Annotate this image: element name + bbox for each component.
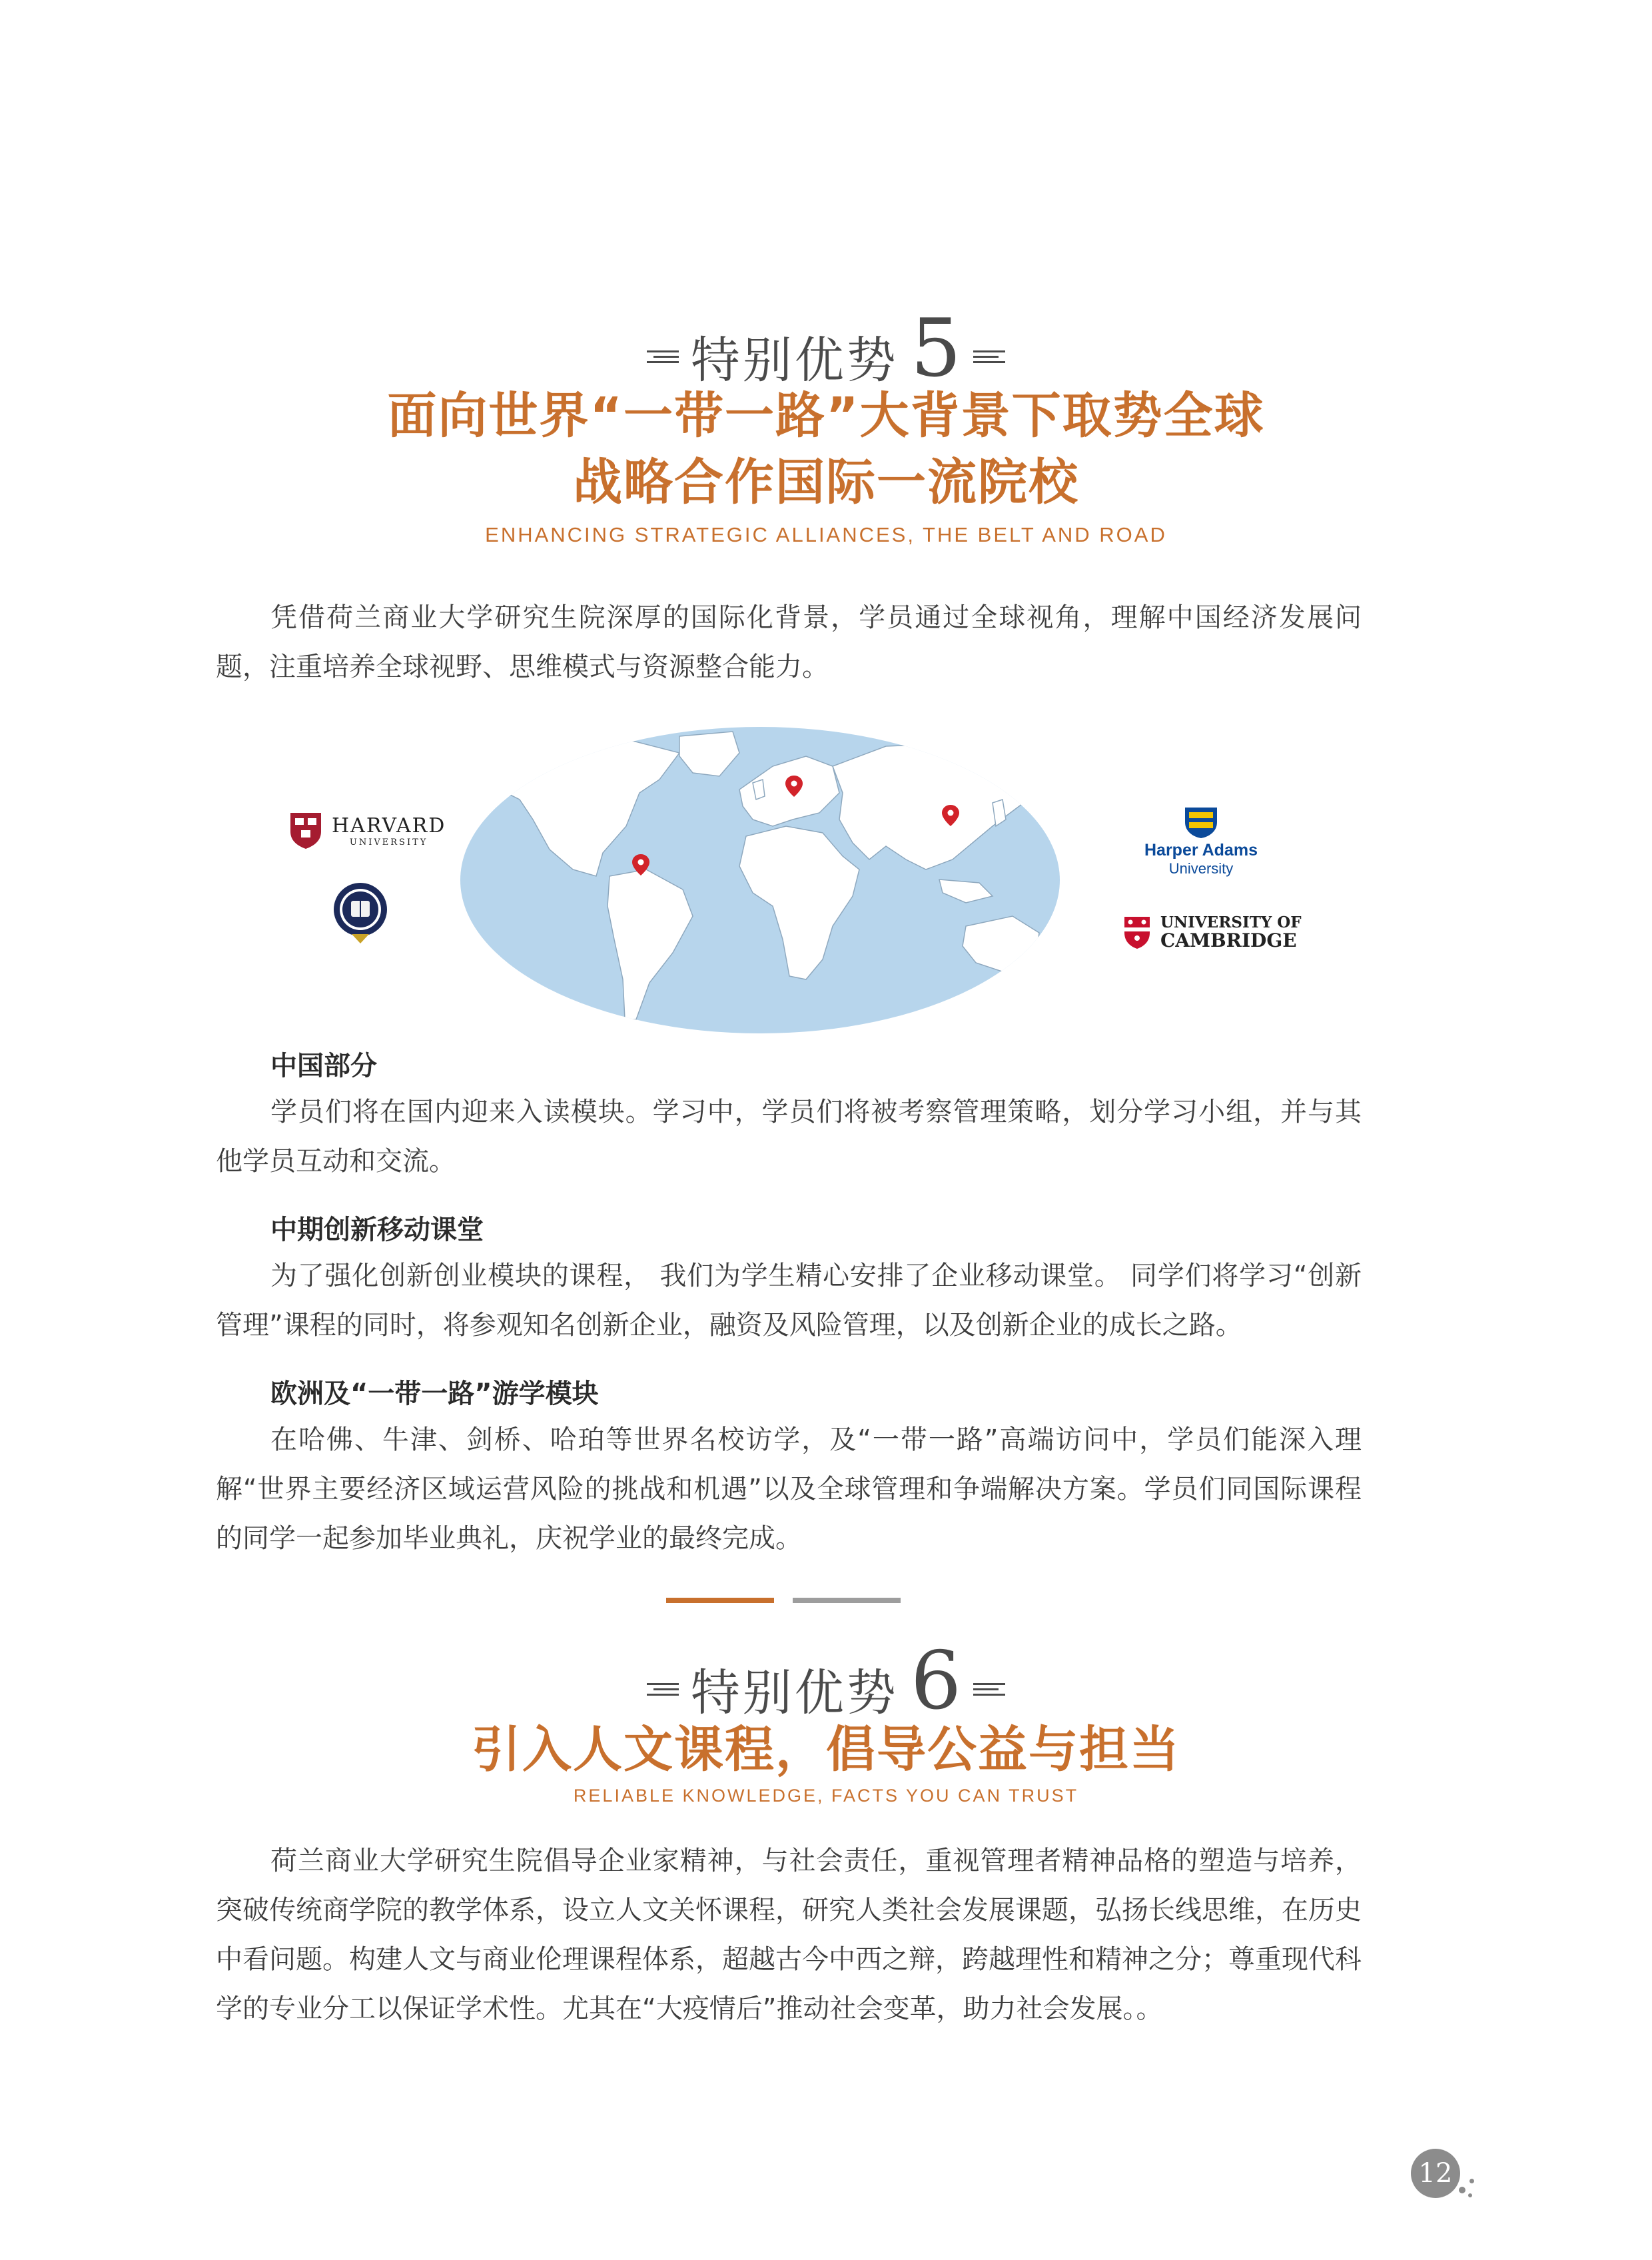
divider-gray <box>793 1598 901 1603</box>
block1-heading: 中国部分 <box>270 1051 377 1081</box>
right-dash-decoration <box>973 350 1005 362</box>
cambridge-logo <box>1123 914 1302 951</box>
cambridge-shield-icon <box>1123 915 1151 950</box>
world-map <box>460 726 1060 1034</box>
block2-heading: 中期创新移动课堂 <box>270 1215 484 1245</box>
harper-line1: Harper Adams <box>1144 841 1258 859</box>
harper-line2: University <box>1168 860 1234 877</box>
block3-heading: 欧洲及“一带一路”游学模块 <box>270 1379 599 1409</box>
section5-title-line1: 面向世界“一带一路”大背景下取势全球 <box>387 387 1265 444</box>
block1-text: 学员们将在国内迎来入读模块。学习中，学员们将被考察管理策略，划分学习小组，并与其他学员互动和交流。 <box>216 1097 1362 1177</box>
harvard-name: HARVARD <box>332 814 446 838</box>
dot-decoration <box>1459 2187 1465 2193</box>
page-number: 12 <box>1411 2149 1460 2198</box>
section5-tag <box>0 302 1652 395</box>
cambridge-line1: UNIVERSITY OF <box>1160 913 1302 931</box>
left-dash-decoration <box>647 350 679 362</box>
section5-intro: 凭借荷兰商业大学研究生院深厚的国际化背景，学员通过全球视角，理解中国经济发展问题，注重培养全球视野、思维模式与资源整合能力。 <box>216 602 1362 682</box>
dot-decoration <box>1468 2193 1472 2197</box>
block2-text: 为了强化创新创业模块的课程， 我们为学生精心安排了企业移动课堂。 同学们将学习“创新管理”课程的同时，将参观知名创新企业，融资及风险管理，以及创新企业的成长之路。 <box>216 1261 1362 1341</box>
dot-decoration <box>1469 2179 1474 2183</box>
section6-tag-label: 特别优势 <box>690 1664 899 1722</box>
harper-shield-icon <box>1182 806 1220 840</box>
section5-subtitle-en: ENHANCING STRATEGIC ALLIANCES, THE BELT AND ROAD <box>485 523 1167 546</box>
harvard-shield-icon <box>289 812 322 850</box>
section6-subtitle-en: RELIABLE KNOWLEDGE, FACTS YOU CAN TRUST <box>573 1786 1079 1806</box>
section6-title: 引入人文课程，倡导公益与担当 <box>472 1721 1180 1778</box>
section6-body: 荷兰商业大学研究生院倡导企业家精神，与社会责任，重视管理者精神品格的塑造与培养，突破传统商学院的教学体系，设立人文关怀课程，研究人类社会发展课题，弘扬长线思维，在历史中看问题。构建人文与商业伦理课程体系，超越古今中西之辩，跨越理性和精神之分；尊重现代科学的专业分工以保证学术性。尤其在“大疫情后”推动社会变革，助力社会发展。。 <box>216 1846 1362 2024</box>
oxford-logo <box>332 881 389 947</box>
harper-adams-logo <box>1144 806 1258 876</box>
divider-orange <box>666 1598 774 1603</box>
section5-title-line2: 战略合作国际一流院校 <box>573 454 1079 511</box>
section5-tag-number: 5 <box>910 302 962 395</box>
section5-tag-label: 特别优势 <box>690 332 899 389</box>
cambridge-line2: CAMBRIDGE <box>1160 929 1297 952</box>
oxford-crest-icon <box>332 881 389 945</box>
section6-tag-number: 6 <box>910 1635 962 1728</box>
harvard-sub: UNIVERSITY <box>349 838 428 848</box>
section6-tag <box>0 1635 1652 1728</box>
right-dash-decoration <box>973 1683 1005 1695</box>
block3-text: 在哈佛、牛津、剑桥、哈珀等世界名校访学，及“一带一路”高端访问中，学员们能深入理解“世界主要经济区域运营风险的挑战和机遇”以及全球管理和争端解决方案。学员们同国际课程的同学一起参加毕业典礼，庆祝学业的最终完成。 <box>216 1424 1362 1554</box>
left-dash-decoration <box>647 1683 679 1695</box>
harvard-logo <box>289 812 446 850</box>
